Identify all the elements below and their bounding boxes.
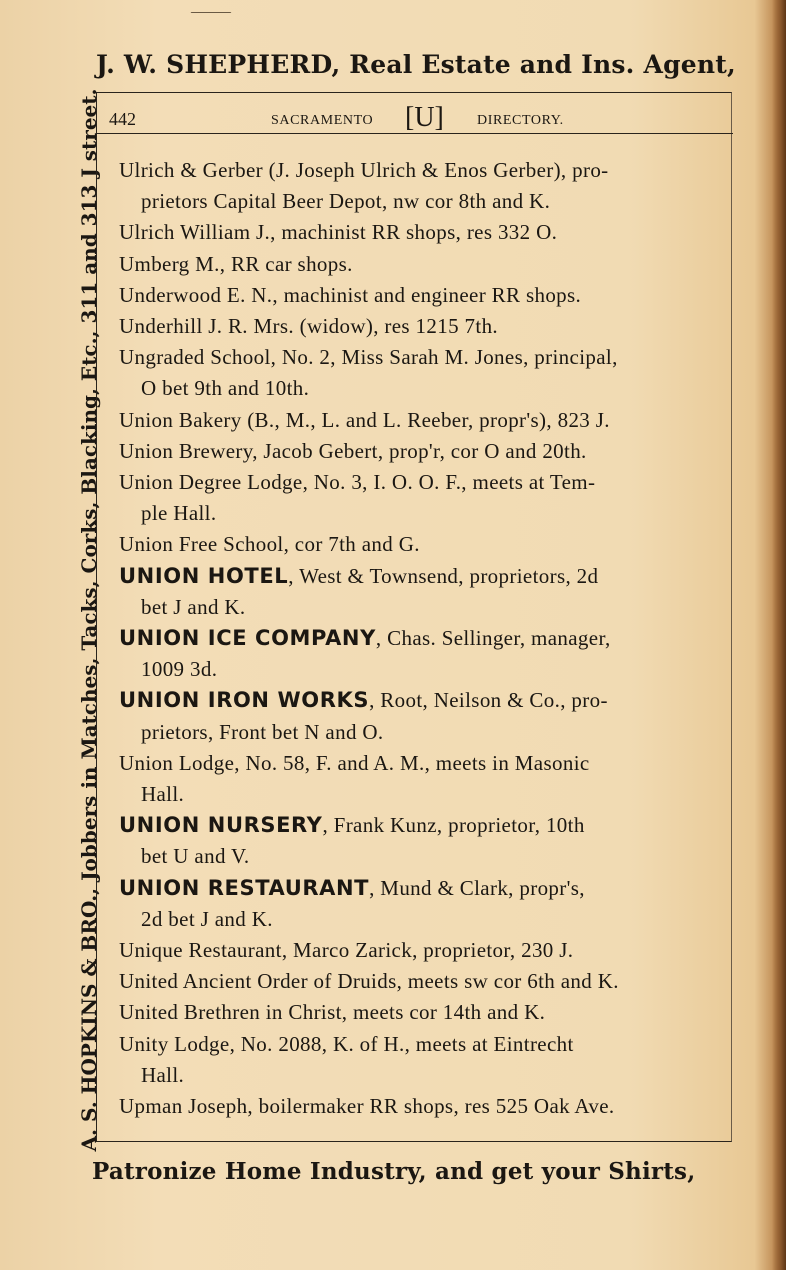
section-letter: [U] [405,102,444,133]
directory-frame [96,92,732,1142]
entry-first-line [119,155,719,186]
entry-text: , Mund & Clark, propr's, [369,875,585,900]
directory-entry [119,311,719,342]
directory-entry [119,997,719,1028]
entry-first-line [119,436,719,467]
entry-text: Union Brewery, Jacob Gebert, prop'r, cor O and 20th. [119,438,587,463]
side-advertisement: A. S. HOPKINS & BRO., Jobbers in Matches, Tacks, Corks, Blacking, Etc., 311 and 313 J street. [77,88,101,1152]
entry-text: , Chas. Sellinger, manager, [375,626,611,651]
entry-first-line [119,810,719,841]
entry-first-line [119,249,719,280]
entry-continuation-line [119,592,719,623]
entry-continuation-line [119,498,719,529]
entry-continuation-line [119,373,719,404]
entry-first-line [119,935,719,966]
entry-first-line [119,623,719,654]
directory-entry [119,1029,719,1091]
entry-first-line [119,1029,719,1060]
entry-bold-name: UNION RESTAURANT [119,875,370,900]
entry-text: Ungraded School, No. 2, Miss Sarah M. Jones, principal, [119,345,618,370]
directory-entry [119,155,719,217]
entry-continuation-line [119,841,719,872]
directory-entry [119,467,719,529]
entry-first-line [119,873,719,904]
page-number: 442 [109,109,136,129]
entry-text: Unique Restaurant, Marco Zarick, proprietor, 230 J. [119,938,574,963]
running-head [97,99,733,133]
entry-text: United Brethren in Christ, meets cor 14th and K. [119,1000,546,1025]
entry-text: Upman Joseph, boilermaker RR shops, res 525 Oak Ave. [119,1094,615,1119]
entry-continuation-line [119,717,719,748]
directory-entry [119,217,719,248]
entry-text: prietors, Front bet N and O. [141,719,384,744]
directory-entry [119,249,719,280]
entry-text: prietors Capital Beer Depot, nw cor 8th and K. [141,189,551,214]
entry-bold-name: UNION NURSERY [119,813,323,838]
entry-text: ple Hall. [141,501,217,526]
entry-first-line [119,342,719,373]
entry-text: bet U and V. [141,844,250,869]
entry-text: Hall. [141,1062,185,1087]
directory-entry [119,405,719,436]
entry-first-line [119,217,719,248]
entry-continuation-line [119,1060,719,1091]
directory-entry [119,561,719,623]
city-name: SACRAMENTO [271,113,374,128]
directory-entry [119,748,719,810]
entry-text: , West & Townsend, proprietors, 2d [288,563,599,588]
header-rule [97,133,733,134]
entry-first-line [119,280,719,311]
entry-first-line [119,467,719,498]
entry-text: Underhill J. R. Mrs. (widow), res 1215 7th. [119,314,499,339]
entry-text: Union Free School, cor 7th and G. [119,532,420,557]
entry-text: 2d bet J and K. [141,906,273,931]
entry-text: 1009 3d. [141,657,218,682]
directory-entry [119,685,719,747]
page-edge [772,0,786,1270]
directory-entry [119,280,719,311]
directory-entry [119,966,719,997]
entry-continuation-line [119,779,719,810]
directory-entry [119,1091,719,1122]
directory-entry [119,529,719,560]
entry-first-line [119,997,719,1028]
entry-text: , Frank Kunz, proprietor, 10th [322,813,585,838]
entry-list [119,155,719,1122]
entry-first-line [119,748,719,779]
entry-text: O bet 9th and 10th. [141,376,310,401]
entry-text: Union Lodge, No. 58, F. and A. M., meets in Masonic [119,750,590,775]
entry-bold-name: UNION IRON WORKS [119,688,370,713]
entry-text: United Ancient Order of Druids, meets sw cor 6th and K. [119,969,619,994]
directory-entry [119,342,719,404]
entry-first-line [119,561,719,592]
entry-text: bet J and K. [141,594,246,619]
entry-text: Union Bakery (B., M., L. and L. Reeber, propr's), 823 J. [119,407,610,432]
entry-bold-name: UNION ICE COMPANY [119,626,376,651]
entry-continuation-line [119,186,719,217]
entry-first-line [119,685,719,716]
entry-text: Union Degree Lodge, No. 3, I. O. O. F., meets at Tem- [119,470,596,495]
entry-text: Ulrich William J., machinist RR shops, res 332 O. [119,220,558,245]
entry-text: Underwood E. N., machinist and engineer RR shops. [119,282,582,307]
directory-entry [119,810,719,872]
entry-first-line [119,311,719,342]
entry-first-line [119,529,719,560]
entry-bold-name: UNION HOTEL [119,563,289,588]
entry-continuation-line [119,904,719,935]
entry-first-line [119,405,719,436]
entry-text: Ulrich & Gerber (J. Joseph Ulrich & Enos Gerber), pro- [119,158,609,182]
entry-text: Umberg M., RR car shops. [119,251,353,276]
directory-word: DIRECTORY. [477,113,564,128]
header-advertisement: J. W. SHEPHERD, Real Estate and Ins. Agent, [96,50,736,79]
entry-continuation-line [119,654,719,685]
directory-entry [119,623,719,685]
directory-entry [119,935,719,966]
footer-advertisement: Patronize Home Industry, and get your Shirts, [92,1158,696,1185]
directory-entry [119,436,719,467]
entry-first-line [119,966,719,997]
entry-text: Unity Lodge, No. 2088, K. of H., meets at Eintrecht [119,1031,574,1056]
directory-entry [119,873,719,935]
entry-text: , Root, Neilson & Co., pro- [369,688,608,713]
entry-first-line [119,1091,719,1122]
entry-text: Hall. [141,782,185,807]
